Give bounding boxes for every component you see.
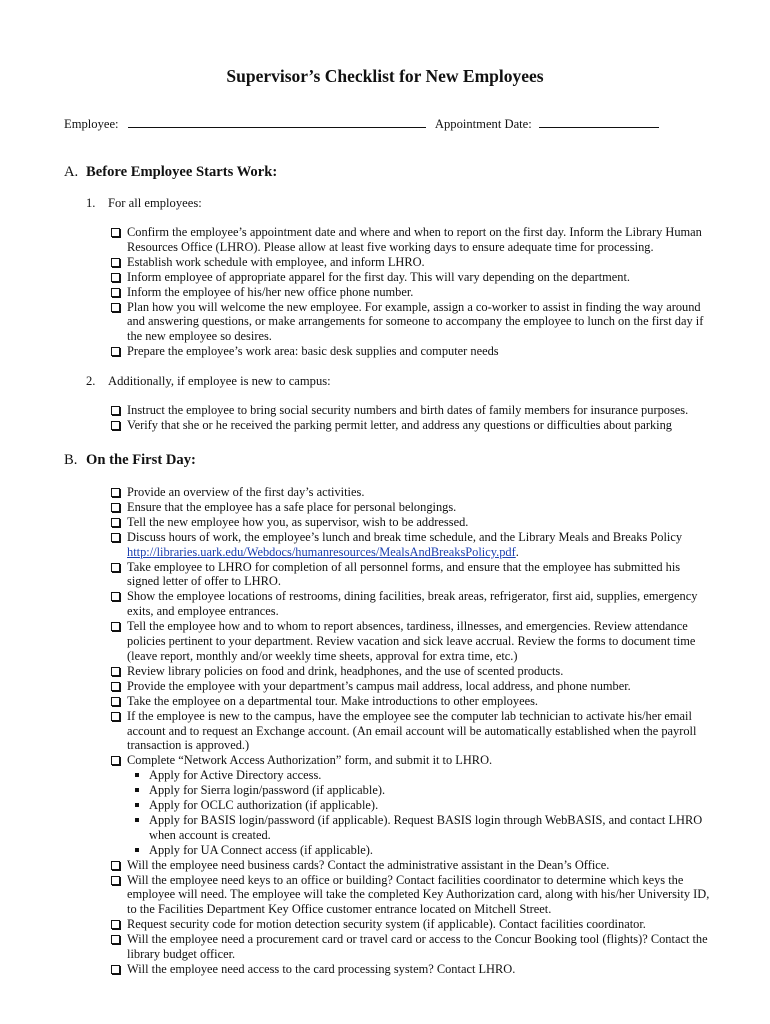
checkbox-icon[interactable] xyxy=(111,712,120,721)
checklist-item: Take employee to LHRO for completion of all personnel forms, and ensure that the employee has submitted his signed letter of offer to LHRO. xyxy=(110,560,710,590)
group-2-heading xyxy=(86,374,331,389)
checklist-item: Establish work schedule with employee, and inform LHRO. xyxy=(110,255,710,270)
group-2-label: Additionally, if employee is new to campus: xyxy=(108,374,331,388)
sub-item: Apply for UA Connect access (if applicable). xyxy=(127,843,710,858)
bullet-square-icon xyxy=(135,773,139,777)
header-fields xyxy=(64,116,659,132)
sub-item: Apply for Active Directory access. xyxy=(127,768,710,783)
checklist-item: Will the employee need keys to an office or building? Contact facilities coordinator to determine which keys the employee will need. The employee will take the completed Key Authorization card, along with his/her University ID, to the Facilities Department Key Office customer entrance located on Mitchell Street. xyxy=(110,873,710,918)
checkbox-icon[interactable] xyxy=(111,876,120,885)
employee-label: Employee: xyxy=(64,117,119,131)
checkbox-icon[interactable] xyxy=(111,488,120,497)
employee-field[interactable] xyxy=(128,116,426,128)
checkbox-icon[interactable] xyxy=(111,503,120,512)
checkbox-icon[interactable] xyxy=(111,622,120,631)
checkbox-icon[interactable] xyxy=(111,258,120,267)
checklist-item: Discuss hours of work, the employee’s lunch and break time schedule, and the Library Meals and Breaks Policy http://libraries.uark.edu/Webdocs/humanresources/MealsAndBreaksPolicy.pdf. xyxy=(110,530,710,560)
checkbox-icon[interactable] xyxy=(111,861,120,870)
section-b-letter: B. xyxy=(64,452,78,468)
checkbox-icon[interactable] xyxy=(111,756,120,765)
group-2-checklist xyxy=(110,403,710,433)
checklist-item: Will the employee need business cards? Contact the administrative assistant in the Dean’s Office. xyxy=(110,858,710,873)
bullet-square-icon xyxy=(135,848,139,852)
checkbox-icon[interactable] xyxy=(111,347,120,356)
checklist-item: Provide the employee with your department’s campus mail address, local address, and phone number. xyxy=(110,679,710,694)
checkbox-icon[interactable] xyxy=(111,288,120,297)
checklist-item: Prepare the employee’s work area: basic desk supplies and computer needs xyxy=(110,344,710,359)
checklist-item: Review library policies on food and drink, headphones, and the use of scented products. xyxy=(110,664,710,679)
section-b-heading xyxy=(64,452,196,469)
sub-item: Apply for OCLC authorization (if applicable). xyxy=(127,798,710,813)
appointment-date-label: Appointment Date: xyxy=(434,117,532,131)
checklist-item: Ensure that the employee has a safe place for personal belongings. xyxy=(110,500,710,515)
checkbox-icon[interactable] xyxy=(111,533,120,542)
checkbox-icon[interactable] xyxy=(111,965,120,974)
meals-breaks-policy-link[interactable]: http://libraries.uark.edu/Webdocs/humanresources/MealsAndBreaksPolicy.pdf xyxy=(127,544,516,559)
checklist-item: If the employee is new to the campus, have the employee see the computer lab technician to activate his/her email account and to request an Exchange account. (An email account will be automatically established when the payroll transaction is approved.) xyxy=(110,709,710,754)
group-1-number: 1. xyxy=(86,196,96,210)
bullet-square-icon xyxy=(135,803,139,807)
checklist-item: Instruct the employee to bring social security numbers and birth dates of family members for insurance purposes. xyxy=(110,403,710,418)
group-2-number: 2. xyxy=(86,374,96,388)
checklist-item: Show the employee locations of restrooms, dining facilities, break areas, refrigerator, first aid, supplies, emergency exits, and employee entrances. xyxy=(110,589,710,619)
checklist-item: Inform employee of appropriate apparel for the first day. This will vary depending on the department. xyxy=(110,270,710,285)
section-b-title: On the First Day: xyxy=(86,452,196,468)
checklist-item: Provide an overview of the first day’s activities. xyxy=(110,485,710,500)
bullet-square-icon xyxy=(135,788,139,792)
checkbox-icon[interactable] xyxy=(111,667,120,676)
section-a-title: Before Employee Starts Work: xyxy=(86,164,278,180)
checkbox-icon[interactable] xyxy=(111,273,120,282)
checkbox-icon[interactable] xyxy=(111,697,120,706)
sub-item: Apply for Sierra login/password (if applicable). xyxy=(127,783,710,798)
section-a-letter: A. xyxy=(64,164,79,180)
checkbox-icon[interactable] xyxy=(111,518,120,527)
checkbox-icon[interactable] xyxy=(111,228,120,237)
checkbox-icon[interactable] xyxy=(111,935,120,944)
checklist-item: Complete “Network Access Authorization” form, and submit it to LHRO. Apply for Active Directory access. Apply for Sierra login/password (if applicable). Apply for OCLC authorization (if applicable). Apply for BASIS login/password (if applicable). Request BASIS login through WebBASIS, and contact LHRO when account is created. Apply for UA Connect access (if applicable). xyxy=(110,753,710,857)
checklist-item: Tell the employee how and to whom to report absences, tardiness, illnesses, and emergencies. Review attendance policies pertinent to your department. Review vacation and sick leave accrual. Review the forms to document time (leave report, monthly and/or weekly time sheets, approval for extra time, etc.) xyxy=(110,619,710,664)
checkbox-icon[interactable] xyxy=(111,563,120,572)
checklist-item: Tell the new employee how you, as supervisor, wish to be addressed. xyxy=(110,515,710,530)
checklist-item: Will the employee need a procurement card or travel card or access to the Concur Booking tool (flights)? Contact the library budget officer. xyxy=(110,932,710,962)
sub-item: Apply for BASIS login/password (if applicable). Request BASIS login through WebBASIS, and contact LHRO when account is created. xyxy=(127,813,710,843)
checklist-item: Confirm the employee’s appointment date and where and when to report on the first day. Inform the Library Human Resources Office (LHRO). Please allow at least five working days to ensure adequate time for processing. xyxy=(110,225,710,255)
appointment-date-field[interactable] xyxy=(539,116,659,128)
network-access-subitems xyxy=(127,768,710,857)
checklist-item: Take the employee on a departmental tour. Make introductions to other employees. xyxy=(110,694,710,709)
checklist-item: Verify that she or he received the parking permit letter, and address any questions or difficulties about parking xyxy=(110,418,710,433)
page-title: Supervisor’s Checklist for New Employees xyxy=(226,66,544,86)
checkbox-icon[interactable] xyxy=(111,920,120,929)
group-1-checklist xyxy=(110,225,710,359)
checklist-item: Will the employee need access to the card processing system? Contact LHRO. xyxy=(110,962,710,977)
section-b-checklist xyxy=(110,485,710,977)
checklist-item: Inform the employee of his/her new office phone number. xyxy=(110,285,710,300)
group-1-heading xyxy=(86,196,202,211)
checklist-item: Plan how you will welcome the new employee. For example, assign a co-worker to assist in finding the way around and answering questions, or make arrangements for someone to accompany the employee to lunch on the first day if the new employee so desires. xyxy=(110,300,710,345)
checkbox-icon[interactable] xyxy=(111,682,120,691)
checkbox-icon[interactable] xyxy=(111,406,120,415)
bullet-square-icon xyxy=(135,818,139,822)
checklist-item: Request security code for motion detection security system (if applicable). Contact facilities coordinator. xyxy=(110,917,710,932)
checkbox-icon[interactable] xyxy=(111,303,120,312)
checkbox-icon[interactable] xyxy=(111,592,120,601)
group-1-label: For all employees: xyxy=(108,196,202,210)
section-a-heading xyxy=(64,164,277,181)
checkbox-icon[interactable] xyxy=(111,421,120,430)
